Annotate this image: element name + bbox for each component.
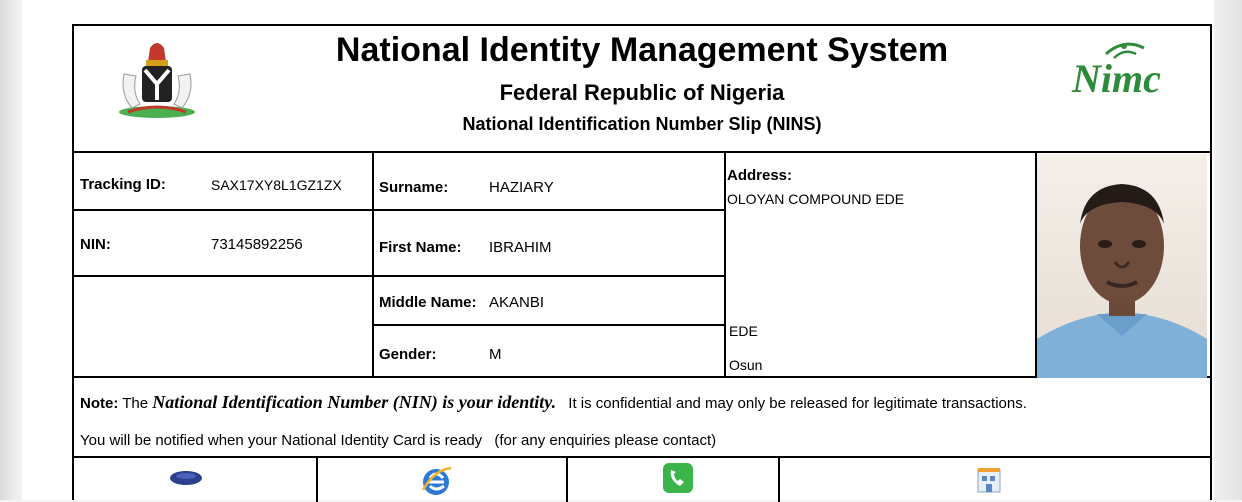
- first-name-value: IBRAHIM: [489, 239, 552, 256]
- holder-photo: [1037, 154, 1207, 378]
- page-edge-left: [0, 0, 22, 500]
- note-label: Note:: [80, 395, 119, 412]
- page-title: National Identity Management System: [335, 31, 949, 69]
- page-subtitle: Federal Republic of Nigeria: [499, 80, 785, 105]
- svg-text:Nimc: Nimc: [1072, 56, 1161, 101]
- row-divider: [74, 456, 1210, 458]
- note-pre: The: [122, 395, 149, 412]
- gender-label: Gender:: [379, 346, 437, 363]
- column-divider: [566, 456, 568, 502]
- address-line: OLOYAN COMPOUND EDE: [727, 191, 905, 207]
- column-divider: [724, 151, 726, 376]
- slip-header: [74, 26, 1210, 153]
- note-emphasis: National Identification Number (NIN) is your identity.: [152, 392, 557, 412]
- notify-sentence: You will be notified when your National Identity Card is ready: [80, 432, 483, 449]
- address-town: EDE: [729, 323, 758, 339]
- document-name: National Identification Number Slip (NINS): [462, 114, 822, 134]
- address-label: Address:: [727, 167, 793, 184]
- nin-slip: [72, 24, 1212, 500]
- address-state: Osun: [729, 357, 763, 373]
- nin-value: 73145892256: [211, 236, 303, 253]
- nin-label: NIN:: [80, 236, 111, 253]
- middle-name-label: Middle Name:: [379, 294, 477, 311]
- column-divider: [778, 456, 780, 502]
- building-icon: [976, 466, 1002, 494]
- middle-name-value: AKANBI: [489, 294, 545, 311]
- enquiries-text: (for any enquiries please contact): [494, 432, 717, 449]
- globe-icon: [168, 468, 204, 488]
- column-divider: [372, 151, 374, 376]
- row-divider: [74, 209, 726, 211]
- notify-text: [80, 432, 716, 449]
- document-sheet: [22, 0, 1214, 500]
- gender-value: M: [489, 346, 502, 363]
- surname-value: HAZIARY: [489, 179, 554, 196]
- internet-explorer-icon: [420, 464, 454, 498]
- tracking-id-value: SAX17XY8L1GZ1ZX: [211, 177, 342, 193]
- row-divider: [372, 324, 726, 326]
- nimc-logo-icon: [1064, 36, 1174, 106]
- surname-label: Surname:: [379, 179, 449, 196]
- note-post: It is confidential and may only be released for legitimate transactions.: [568, 395, 1027, 412]
- phone-icon: [662, 462, 694, 494]
- column-divider: [316, 456, 318, 502]
- tracking-id-label: Tracking ID:: [80, 176, 166, 193]
- row-divider: [74, 275, 726, 277]
- first-name-label: First Name:: [379, 239, 462, 256]
- note-text: [80, 392, 1027, 413]
